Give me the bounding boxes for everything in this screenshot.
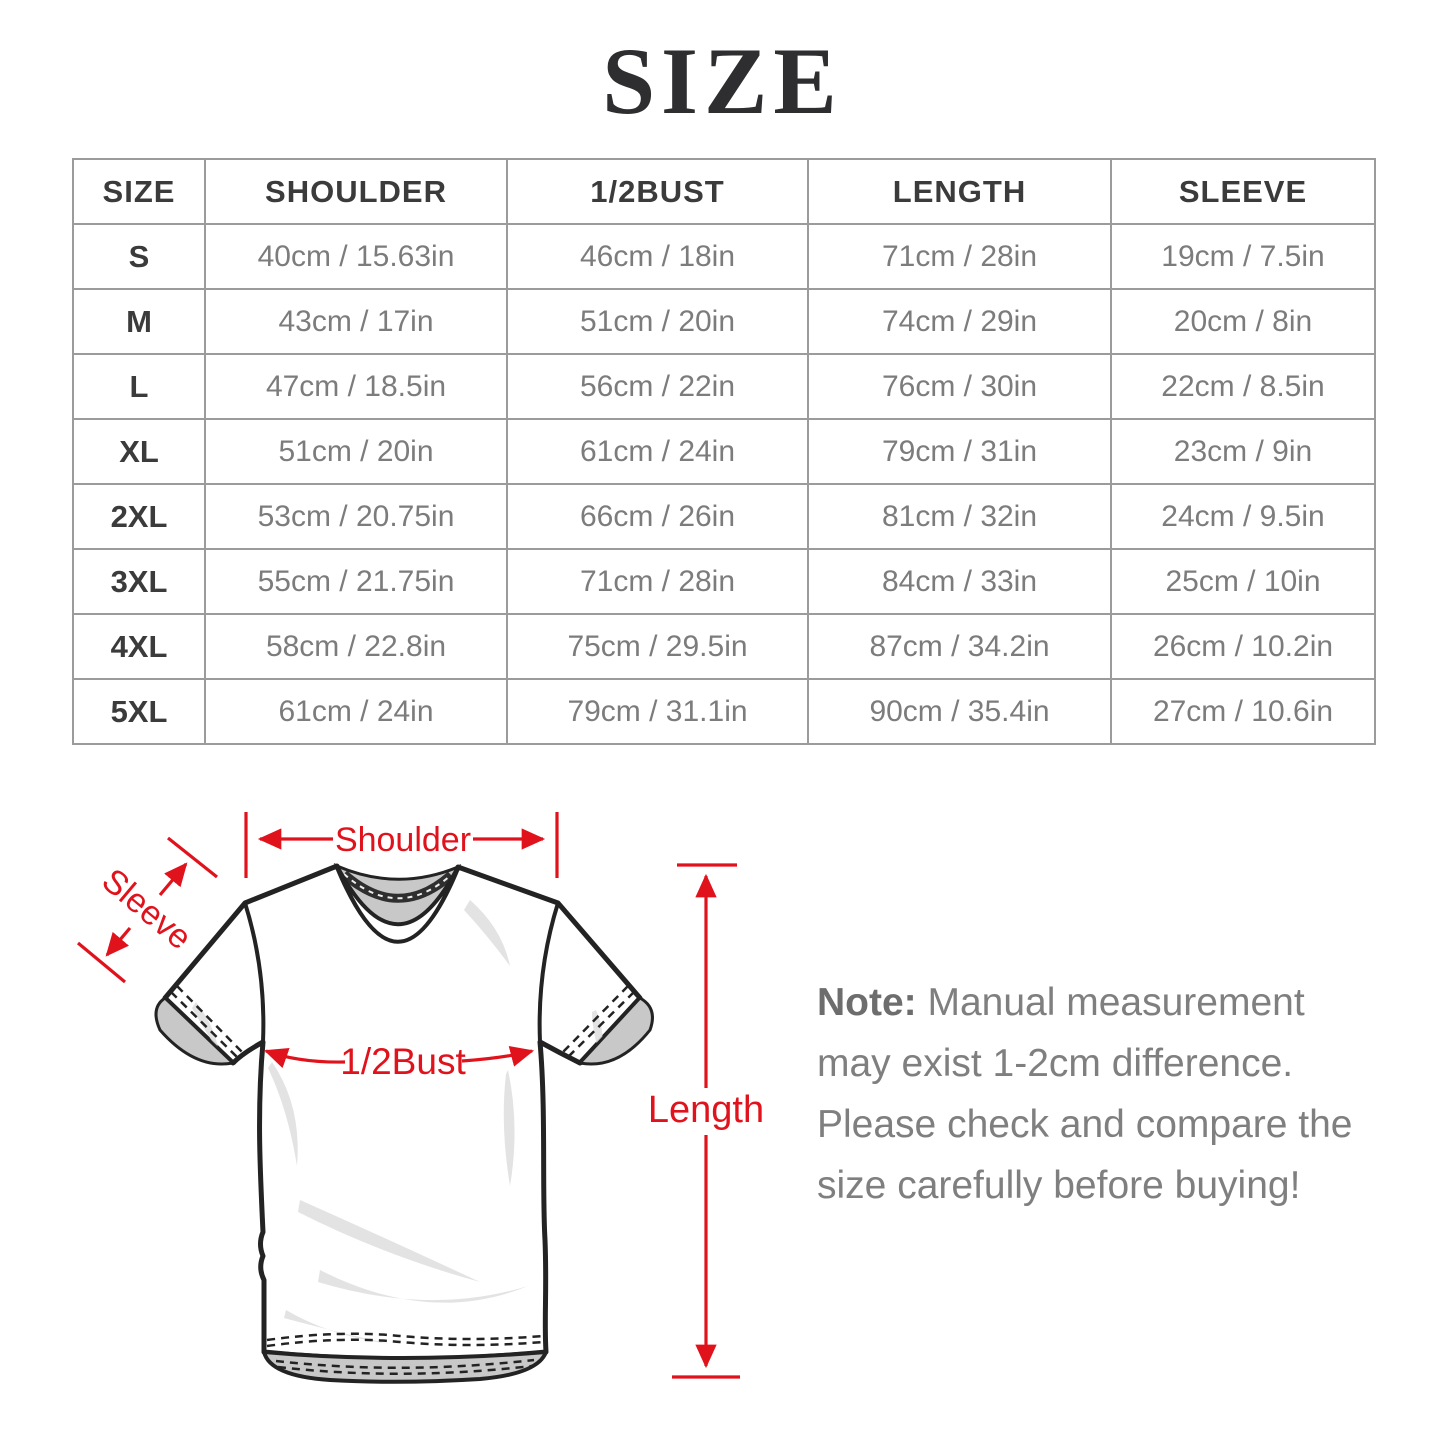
size-cell: 5XL: [73, 679, 205, 744]
measurement-cell: 61cm / 24in: [507, 419, 808, 484]
shoulder-label: Shoulder: [334, 821, 472, 859]
header-size: SIZE: [73, 159, 205, 224]
measurement-cell: 53cm / 20.75in: [205, 484, 507, 549]
measurement-cell: 19cm / 7.5in: [1111, 224, 1375, 289]
size-cell: M: [73, 289, 205, 354]
table-row: [73, 549, 1375, 614]
measurement-cell: 79cm / 31in: [808, 419, 1111, 484]
table-row: [73, 289, 1375, 354]
length-label: Length: [647, 1089, 765, 1131]
measurement-cell: 74cm / 29in: [808, 289, 1111, 354]
size-table: [72, 158, 1376, 745]
size-cell: 3XL: [73, 549, 205, 614]
table-row: [73, 679, 1375, 744]
table-row: [73, 419, 1375, 484]
measurement-cell: 61cm / 24in: [205, 679, 507, 744]
note-body: Manual measurement may exist 1-2cm difference. Please check and compare the size carefully before buying!: [817, 981, 1353, 1207]
measurement-cell: 55cm / 21.75in: [205, 549, 507, 614]
measurement-cell: 22cm / 8.5in: [1111, 354, 1375, 419]
table-row: [73, 484, 1375, 549]
measurement-cell: 76cm / 30in: [808, 354, 1111, 419]
header-shoulder: SHOULDER: [205, 159, 507, 224]
measurement-cell: 43cm / 17in: [205, 289, 507, 354]
header-length: LENGTH: [808, 159, 1111, 224]
measurement-cell: 46cm / 18in: [507, 224, 808, 289]
measurement-cell: 90cm / 35.4in: [808, 679, 1111, 744]
note-label: Note:: [817, 981, 917, 1024]
measurement-cell: 51cm / 20in: [507, 289, 808, 354]
page-title: SIZE: [602, 28, 843, 134]
measurement-cell: 66cm / 26in: [507, 484, 808, 549]
header-halfbust: 1/2BUST: [507, 159, 808, 224]
half-bust-label: 1/2Bust: [340, 1041, 466, 1082]
measurement-cell: 79cm / 31.1in: [507, 679, 808, 744]
size-cell: XL: [73, 419, 205, 484]
measurement-cell: 75cm / 29.5in: [507, 614, 808, 679]
measurement-cell: 23cm / 9in: [1111, 419, 1375, 484]
measurement-cell: 27cm / 10.6in: [1111, 679, 1375, 744]
measurement-cell: 84cm / 33in: [808, 549, 1111, 614]
table-header-row: [73, 159, 1375, 224]
size-cell: L: [73, 354, 205, 419]
measurement-cell: 71cm / 28in: [808, 224, 1111, 289]
sleeve-label: Sleeve: [94, 861, 199, 958]
measurement-cell: 81cm / 32in: [808, 484, 1111, 549]
table-row: [73, 224, 1375, 289]
measurement-cell: 26cm / 10.2in: [1111, 614, 1375, 679]
size-cell: 4XL: [73, 614, 205, 679]
measurement-cell: 20cm / 8in: [1111, 289, 1375, 354]
length-measure: [648, 865, 764, 1377]
table-row: [73, 354, 1375, 419]
size-cell: S: [73, 224, 205, 289]
tshirt-diagram: [0, 770, 780, 1445]
table-row: [73, 614, 1375, 679]
measurement-cell: 87cm / 34.2in: [808, 614, 1111, 679]
measurement-cell: 51cm / 20in: [205, 419, 507, 484]
measurement-cell: 56cm / 22in: [507, 354, 808, 419]
shoulder-measure: [246, 812, 557, 878]
header-sleeve: SLEEVE: [1111, 159, 1375, 224]
measurement-cell: 24cm / 9.5in: [1111, 484, 1375, 549]
measurement-cell: 25cm / 10in: [1111, 549, 1375, 614]
note-text: [817, 972, 1373, 1216]
measurement-cell: 40cm / 15.63in: [205, 224, 507, 289]
measurement-cell: 58cm / 22.8in: [205, 614, 507, 679]
size-cell: 2XL: [73, 484, 205, 549]
measurement-cell: 71cm / 28in: [507, 549, 808, 614]
measurement-cell: 47cm / 18.5in: [205, 354, 507, 419]
